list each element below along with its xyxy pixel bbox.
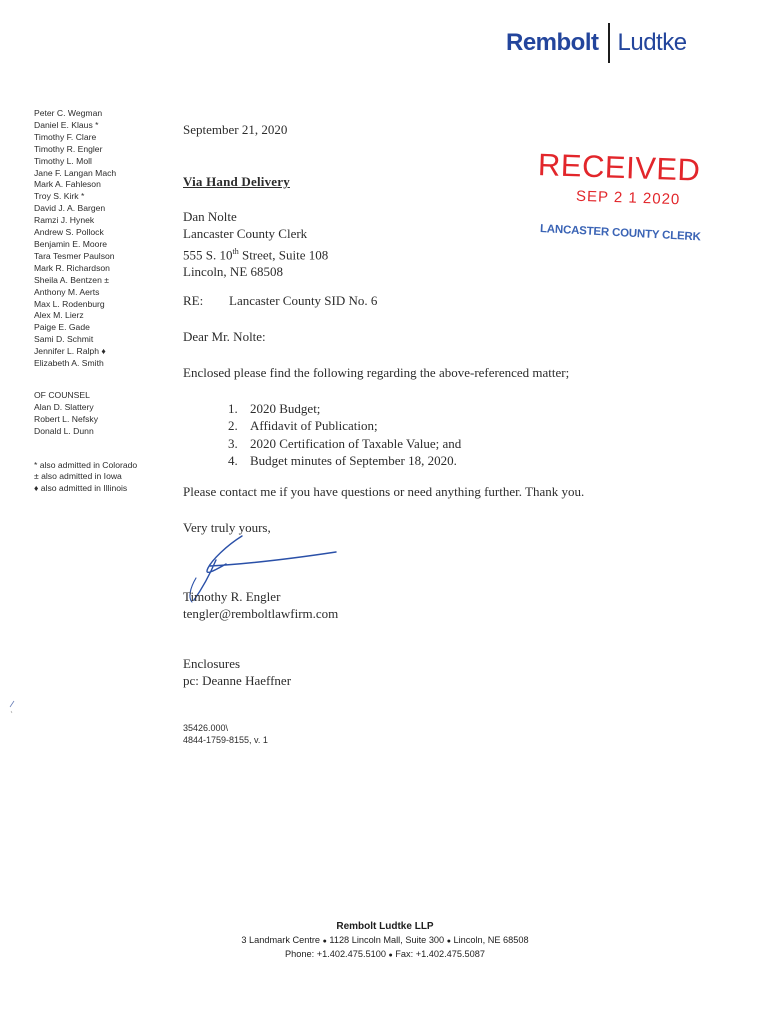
stray-pen-mark [8, 700, 16, 714]
black-dot-icon: ● [388, 952, 393, 960]
item-number: 1. [228, 401, 238, 416]
stamp-office: LANCASTER COUNTY CLERK [539, 223, 701, 244]
logo-left-word: Rembolt [506, 29, 599, 56]
black-dot-icon: ● [322, 937, 327, 945]
recipient-title: Lancaster County Clerk [183, 226, 308, 242]
list-item [228, 417, 461, 434]
list-item [228, 400, 461, 417]
salutation: Dear Mr. Nolte: [183, 329, 266, 344]
recipient-street [183, 243, 328, 264]
copy-recipient: pc: Deanne Haeffner [183, 673, 292, 689]
partner-name: Benjamin E. Moore [34, 238, 108, 249]
street-number: 555 S. 10 [183, 246, 233, 262]
item-text: 2020 Certification of Taxable Value; and [250, 435, 462, 451]
recipient-address [183, 208, 328, 281]
partner-name: Sheila A. Bentzen ± [34, 274, 109, 285]
partner-name: David J. A. Bargen [34, 203, 106, 214]
re-text: Lancaster County SID No. 6 [229, 293, 378, 308]
item-text: Budget minutes of September 18, 2020. [250, 452, 457, 468]
letterhead-footer [0, 921, 770, 963]
partner-name: Troy S. Kirk * [34, 191, 85, 202]
partner-name: Timothy L. Moll [34, 155, 92, 166]
partner-name: Ramzi J. Hynek [34, 215, 95, 226]
street-ordinal: th [232, 246, 239, 256]
document-references [183, 722, 268, 746]
logo-right-word: Ludtke [617, 29, 687, 56]
recipient-city: Lincoln, NE 68508 [183, 264, 284, 280]
enclosure-notation [183, 655, 291, 690]
partner-name: Tara Tesmer Paulson [34, 250, 115, 261]
partner-name: Paige E. Gade [34, 322, 90, 333]
matter-number: 35426.000\ [183, 723, 229, 733]
admission-notes [34, 460, 174, 496]
letter-date: September 21, 2020 [183, 122, 288, 137]
footer-phone: Phone: +1.402.475.5100 [285, 949, 386, 960]
document-number: 4844-1759-8155, v. 1 [183, 735, 268, 745]
partner-name: Peter C. Wegman [34, 108, 103, 118]
footer-firm-name: Rembolt Ludtke LLP [336, 921, 434, 932]
received-stamp [537, 147, 708, 244]
complimentary-close: Very truly yours, [183, 520, 271, 535]
admission-note: ± also admitted in Iowa [34, 471, 122, 482]
intro-paragraph: Enclosed please find the following regarding the above-referenced matter; [183, 365, 570, 380]
address-part: 1128 Lincoln Mall, Suite 300 [329, 934, 445, 945]
item-number: 3. [228, 435, 238, 451]
partner-name: Daniel E. Klaus * [34, 119, 99, 130]
admission-note: * also admitted in Colorado [34, 459, 138, 470]
signature-block [183, 588, 338, 623]
partner-name: Anthony M. Aerts [34, 286, 100, 297]
stamp-date: SEP 2 1 2020 [575, 187, 681, 209]
admission-note: ♦ also admitted in Illinois [34, 483, 128, 494]
enclosures-label: Enclosures [183, 656, 241, 671]
firm-logo [506, 22, 687, 64]
partner-name: Sami D. Schmit [34, 334, 94, 345]
partner-name: Andrew S. Pollock [34, 227, 104, 238]
contact-paragraph: Please contact me if you have questions or need anything further. Thank you. [183, 484, 585, 499]
partner-name: Elizabeth A. Smith [34, 358, 104, 369]
recipient-name: Dan Nolte [183, 209, 237, 224]
re-label: RE: [183, 293, 204, 308]
received-text: RECEIVED [537, 147, 702, 188]
partner-name: Timothy F. Clare [34, 131, 97, 142]
counsel-name: Robert L. Nefsky [34, 413, 98, 424]
subject-line [183, 293, 377, 309]
signer-name: Timothy R. Engler [183, 589, 281, 604]
delivery-method: Via Hand Delivery [183, 174, 290, 189]
black-dot-icon: ● [446, 937, 451, 945]
partner-name: Alex M. Lierz [34, 310, 84, 321]
item-number: 2. [228, 418, 238, 434]
signer-email: tengler@remboltlawfirm.com [183, 606, 339, 622]
item-text: Affidavit of Publication; [250, 418, 378, 434]
partner-name: Jennifer L. Ralph ♦ [34, 346, 106, 357]
item-text: 2020 Budget; [250, 401, 321, 416]
enclosure-list [228, 400, 461, 469]
counsel-name: Alan D. Slattery [34, 401, 94, 412]
item-number: 4. [228, 452, 238, 468]
list-item [228, 452, 461, 469]
partner-name: Mark A. Fahleson [34, 179, 101, 190]
of-counsel-list [34, 402, 174, 438]
counsel-name: Donald L. Dunn [34, 425, 94, 436]
partner-list [34, 108, 174, 370]
logo-divider [608, 23, 610, 63]
footer-contact [0, 948, 770, 963]
street-rest: Street, Suite 108 [238, 246, 329, 262]
partner-name: Jane F. Langan Mach [34, 167, 117, 178]
partner-name: Max L. Rodenburg [34, 298, 105, 309]
address-part: Lincoln, NE 68508 [453, 934, 529, 945]
address-part: 3 Landmark Centre [241, 934, 321, 945]
footer-address [0, 934, 770, 949]
partner-name: Timothy R. Engler [34, 143, 103, 154]
partner-name: Mark R. Richardson [34, 262, 110, 273]
attorney-sidebar [34, 108, 174, 495]
footer-fax: Fax: +1.402.475.5087 [395, 949, 485, 960]
list-item [228, 435, 461, 452]
of-counsel-heading: OF COUNSEL [34, 389, 90, 400]
